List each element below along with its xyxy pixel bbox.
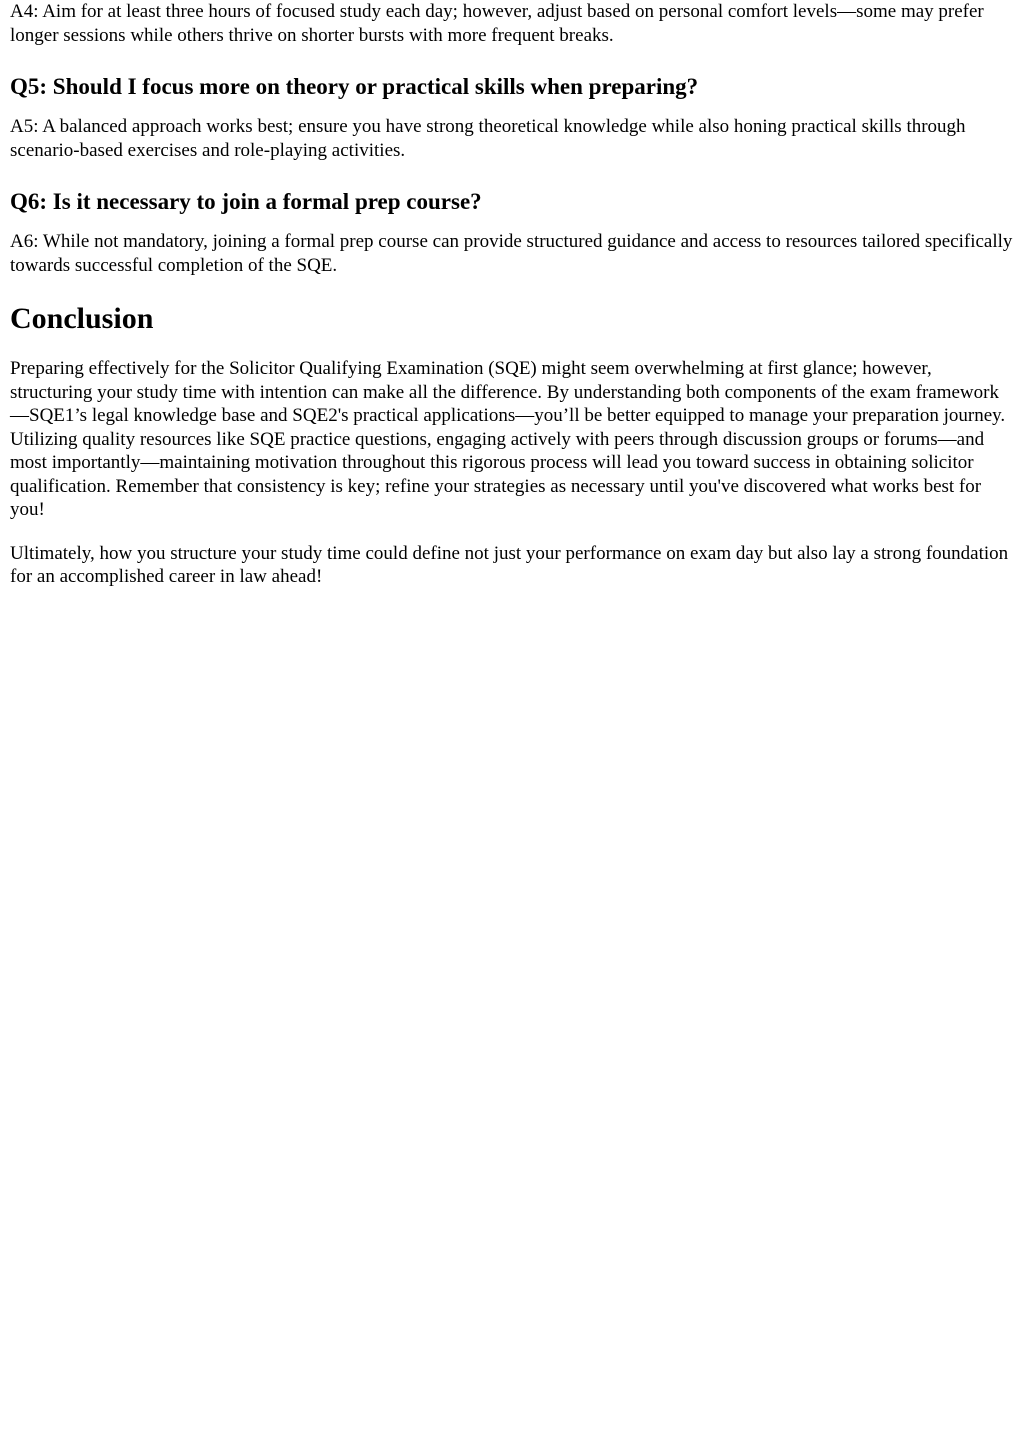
faq-question-5: Q5: Should I focus more on theory or practical skills when preparing? (10, 74, 699, 99)
faq-answer-6: A6: While not mandatory, joining a formal prep course can provide structured guidance and access to resources tailored specifically towards successful completion of the SQE. (10, 231, 1013, 276)
conclusion-paragraph-2: Ultimately, how you structure your study time could define not just your performance on exam day but also lay a strong foundation for an accomplished career in law ahead! (10, 542, 1009, 587)
faq-question-6: Q6: Is it necessary to join a formal prep course? (10, 189, 482, 214)
article-body (0, 0, 1024, 589)
faq-answer-5: A5: A balanced approach works best; ensure you have strong theoretical knowledge while also honing practical skills through scenario-based exercises and role-playing activities. (10, 116, 966, 161)
faq-answer-4: A4: Aim for at least three hours of focused study each day; however, adjust based on personal comfort levels—some may prefer longer sessions while others thrive on shorter bursts with more frequent breaks. (10, 1, 984, 46)
conclusion-heading: Conclusion (10, 302, 154, 335)
conclusion-paragraph-1: Preparing effectively for the Solicitor Qualifying Examination (SQE) might seem overwhelming at first glance; however, structuring your study time with intention can make all the difference. By understanding both components of the exam framework—SQE1’s legal knowledge base and SQE2's practical applications—you’ll be better equipped to manage your preparation journey. Utilizing quality resources like SQE practice questions, engaging actively with peers through discussion groups or forums—and most importantly—maintaining motivation throughout this rigorous process will lead you toward success in obtaining solicitor qualification. Remember that consistency is key; refine your strategies as necessary until you've discovered what works best for you! (10, 358, 1006, 520)
